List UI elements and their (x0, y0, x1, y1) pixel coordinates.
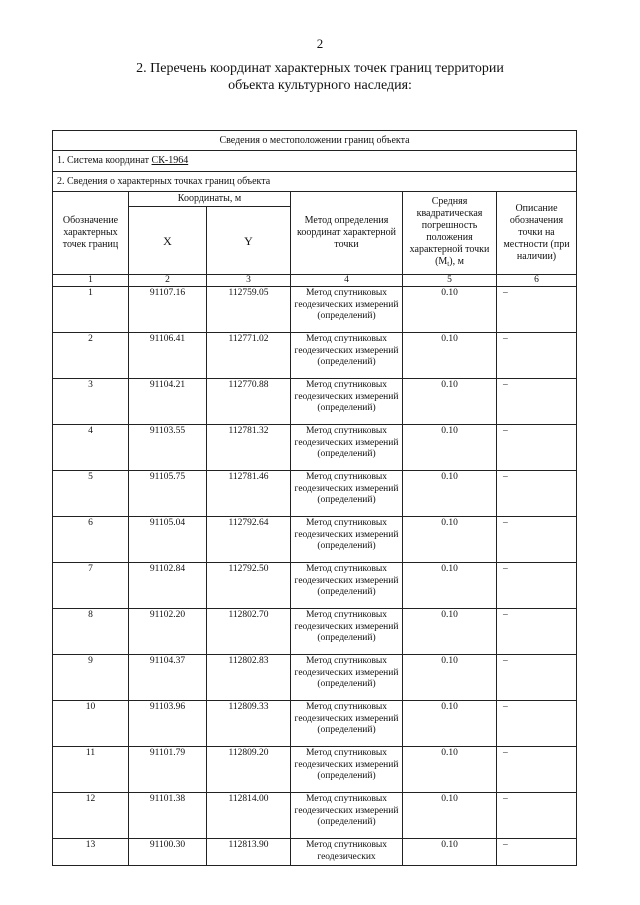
point-number-cell: 8 (53, 609, 129, 655)
table-row (53, 747, 577, 793)
method-cell: Метод спутниковых геодезических измерений (определений) (291, 747, 403, 793)
x-coordinate-cell: 91101.79 (129, 747, 207, 793)
error-cell: 0.10 (403, 609, 497, 655)
description-cell: – (497, 563, 577, 609)
method-cell: Метод спутниковых геодезических измерений (определений) (291, 471, 403, 517)
error-cell: 0.10 (403, 563, 497, 609)
method-cell: Метод спутниковых геодезических измерений (определений) (291, 379, 403, 425)
table-row (53, 287, 577, 333)
y-coordinate-cell: 112792.64 (207, 517, 291, 563)
y-coordinate-cell: 112814.00 (207, 793, 291, 839)
error-cell: 0.10 (403, 747, 497, 793)
coordinates-table-container (52, 130, 576, 866)
method-cell: Метод спутниковых геодезических измерений (определений) (291, 563, 403, 609)
heading-line-1: 2. Перечень координат характерных точек границ территории (136, 61, 504, 76)
column-number: 5 (403, 275, 497, 287)
method-cell: Метод спутниковых геодезических измерений (определений) (291, 333, 403, 379)
table-row (53, 379, 577, 425)
point-number-cell: 13 (53, 839, 129, 866)
x-coordinate-cell: 91107.16 (129, 287, 207, 333)
description-cell: – (497, 701, 577, 747)
error-cell: 0.10 (403, 333, 497, 379)
point-number-cell: 2 (53, 333, 129, 379)
description-cell: – (497, 471, 577, 517)
y-coordinate-cell: 112770.88 (207, 379, 291, 425)
x-coordinate-cell: 91105.75 (129, 471, 207, 517)
coordinate-system-value: СК-1964 (151, 155, 189, 167)
error-cell: 0.10 (403, 287, 497, 333)
x-coordinate-cell: 91104.21 (129, 379, 207, 425)
y-coordinate-cell: 112781.46 (207, 471, 291, 517)
section-title-row (53, 131, 577, 151)
x-coordinate-cell: 91101.38 (129, 793, 207, 839)
method-cell: Метод спутниковых геодезических измерений (определений) (291, 425, 403, 471)
description-cell: – (497, 839, 577, 866)
description-cell: – (497, 379, 577, 425)
y-coordinate-cell: 112781.32 (207, 425, 291, 471)
y-coordinate-cell: 112809.33 (207, 701, 291, 747)
document-heading (60, 60, 580, 94)
header-y: Y (207, 207, 291, 275)
table-row (53, 793, 577, 839)
method-cell: Метод спутниковых геодезических измерений (определений) (291, 517, 403, 563)
column-number: 1 (53, 275, 129, 287)
header-error-text: Средняя квадратическая погрешность положения характерной точки (M (409, 196, 490, 268)
table-row (53, 333, 577, 379)
error-cell: 0.10 (403, 471, 497, 517)
table-row (53, 655, 577, 701)
header-row-1 (53, 192, 577, 207)
description-cell: – (497, 747, 577, 793)
x-coordinate-cell: 91105.04 (129, 517, 207, 563)
method-cell: Метод спутниковых геодезических (291, 839, 403, 866)
coordinate-system-cell (53, 151, 577, 171)
points-title: 2. Сведения о характерных точках границ объекта (53, 171, 577, 191)
table-row (53, 517, 577, 563)
table-row (53, 425, 577, 471)
point-number-cell: 6 (53, 517, 129, 563)
point-number-cell: 1 (53, 287, 129, 333)
point-number-cell: 11 (53, 747, 129, 793)
heading-line-2: объекта культурного наследия: (228, 78, 412, 93)
y-coordinate-cell: 112802.70 (207, 609, 291, 655)
column-number: 2 (129, 275, 207, 287)
point-number-cell: 3 (53, 379, 129, 425)
x-coordinate-cell: 91103.55 (129, 425, 207, 471)
table-row (53, 609, 577, 655)
description-cell: – (497, 793, 577, 839)
x-coordinate-cell: 91102.20 (129, 609, 207, 655)
point-number-cell: 10 (53, 701, 129, 747)
header-x: X (129, 207, 207, 275)
description-cell: – (497, 517, 577, 563)
method-cell: Метод спутниковых геодезических измерений (определений) (291, 655, 403, 701)
y-coordinate-cell: 112813.90 (207, 839, 291, 866)
y-coordinate-cell: 112759.05 (207, 287, 291, 333)
table-row (53, 471, 577, 517)
points-title-row (53, 171, 577, 191)
method-cell: Метод спутниковых геодезических измерений (определений) (291, 793, 403, 839)
y-coordinate-cell: 112771.02 (207, 333, 291, 379)
column-number: 6 (497, 275, 577, 287)
table-row (53, 563, 577, 609)
section-title: Сведения о местоположении границ объекта (53, 131, 577, 151)
error-cell: 0.10 (403, 839, 497, 866)
point-number-cell: 12 (53, 793, 129, 839)
point-number-cell: 7 (53, 563, 129, 609)
coordinate-system-row (53, 151, 577, 171)
y-coordinate-cell: 112792.50 (207, 563, 291, 609)
point-number-cell: 4 (53, 425, 129, 471)
point-number-cell: 9 (53, 655, 129, 701)
point-number-cell: 5 (53, 471, 129, 517)
error-cell: 0.10 (403, 793, 497, 839)
header-designation: Обозначение характерных точек границ (53, 192, 129, 275)
description-cell: – (497, 609, 577, 655)
x-coordinate-cell: 91102.84 (129, 563, 207, 609)
header-method: Метод определения координат характерной точки (291, 192, 403, 275)
header-coordinates: Координаты, м (129, 192, 291, 207)
header-description: Описание обозначения точки на местности (при наличии) (497, 192, 577, 275)
error-cell: 0.10 (403, 517, 497, 563)
header-error (403, 192, 497, 275)
error-cell: 0.10 (403, 379, 497, 425)
x-coordinate-cell: 91100.30 (129, 839, 207, 866)
column-number: 4 (291, 275, 403, 287)
description-cell: – (497, 287, 577, 333)
coordinate-system-label: 1. Система координат (57, 155, 152, 167)
column-number-row (53, 275, 577, 287)
description-cell: – (497, 655, 577, 701)
header-error-subscript: t (447, 260, 450, 269)
table-row (53, 701, 577, 747)
description-cell: – (497, 425, 577, 471)
header-error-unit: ), м (449, 256, 464, 268)
method-cell: Метод спутниковых геодезических измерений (определений) (291, 701, 403, 747)
x-coordinate-cell: 91104.37 (129, 655, 207, 701)
column-number: 3 (207, 275, 291, 287)
x-coordinate-cell: 91103.96 (129, 701, 207, 747)
page-number: 2 (316, 36, 324, 51)
error-cell: 0.10 (403, 701, 497, 747)
description-cell: – (497, 333, 577, 379)
table-row (53, 839, 577, 866)
x-coordinate-cell: 91106.41 (129, 333, 207, 379)
error-cell: 0.10 (403, 655, 497, 701)
method-cell: Метод спутниковых геодезических измерений (определений) (291, 287, 403, 333)
y-coordinate-cell: 112802.83 (207, 655, 291, 701)
error-cell: 0.10 (403, 425, 497, 471)
method-cell: Метод спутниковых геодезических измерений (определений) (291, 609, 403, 655)
y-coordinate-cell: 112809.20 (207, 747, 291, 793)
coordinates-table (52, 130, 577, 866)
